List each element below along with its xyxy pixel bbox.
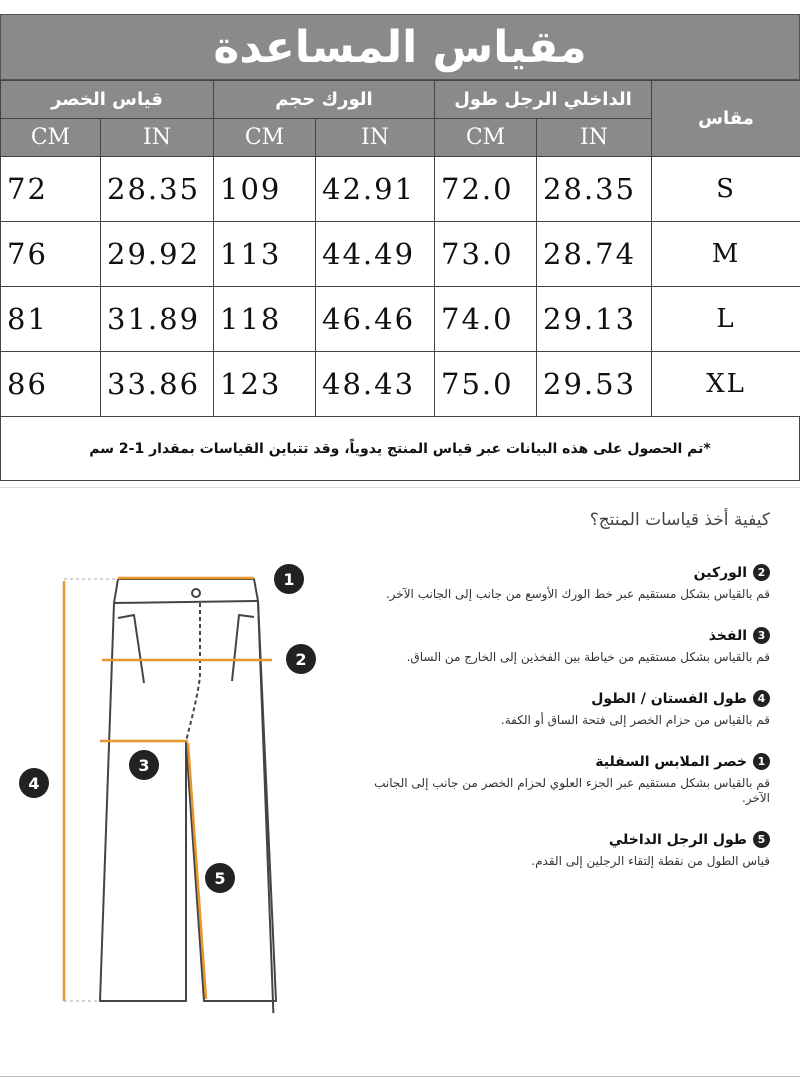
inseam-cm-cell: 72.0 (435, 157, 537, 222)
waist-cm-cell: 86 (1, 352, 101, 417)
waist-cm-cell: 81 (1, 287, 101, 352)
svg-text:5: 5 (214, 869, 226, 888)
measurement-lines (64, 578, 272, 1001)
inseam-in-cell: 28.74 (537, 222, 652, 287)
size-cell: S (652, 157, 800, 222)
waist-in-cell: 33.86 (101, 352, 214, 417)
number-badge-icon: 1 (753, 753, 770, 770)
table-row (1, 157, 800, 222)
marker-5-icon (205, 863, 235, 893)
size-cell: M (652, 222, 800, 287)
list-item (350, 564, 770, 602)
list-item (350, 753, 770, 806)
waist-in-cell: 31.89 (101, 287, 214, 352)
hip-in-cell: 48.43 (316, 352, 435, 417)
hip-cm-cell: 123 (214, 352, 316, 417)
group-header-inseam: الداخلي الرجل طول (435, 81, 652, 119)
step-title: طول الفستان / الطول (591, 690, 747, 707)
hip-cm-cell: 113 (214, 222, 316, 287)
unit-header: CM (435, 119, 537, 157)
waist-cm-cell: 72 (1, 157, 101, 222)
marker-1-icon (274, 564, 304, 594)
inseam-cm-cell: 75.0 (435, 352, 537, 417)
step-title: الفخذ (708, 627, 747, 644)
table-row (1, 287, 800, 352)
inseam-in-cell: 29.13 (537, 287, 652, 352)
svg-text:1: 1 (283, 570, 295, 589)
inseam-in-cell: 29.53 (537, 352, 652, 417)
waist-in-cell: 29.92 (101, 222, 214, 287)
step-description: قم بالقياس بشكل مستقيم عبر خط الورك الأوسع من جانب إلى الجانب الآخر. (385, 587, 770, 601)
size-chart (0, 14, 800, 481)
marker-3-icon (129, 750, 159, 780)
number-badge-icon: 2 (753, 564, 770, 581)
step-description: قياس الطول من نقطة إلتقاء الرجلين إلى القدم. (531, 854, 770, 868)
hip-cm-cell: 109 (214, 157, 316, 222)
unit-header: CM (214, 119, 316, 157)
hip-in-cell: 42.91 (316, 157, 435, 222)
pants-outline-icon (100, 579, 276, 1013)
number-badge-icon: 3 (753, 627, 770, 644)
size-table (0, 80, 800, 417)
pants-diagram (14, 563, 324, 1013)
size-cell: XL (652, 352, 800, 417)
step-title: الوركين (693, 564, 747, 581)
hip-cm-cell: 118 (214, 287, 316, 352)
group-header-waist: قياس الخصر (1, 81, 214, 119)
step-title: طول الرجل الداخلي (608, 831, 747, 848)
list-item (350, 690, 770, 728)
table-row (1, 222, 800, 287)
size-cell: L (652, 287, 800, 352)
svg-text:4: 4 (28, 774, 40, 793)
inseam-cm-cell: 73.0 (435, 222, 537, 287)
marker-4-icon (19, 768, 49, 798)
svg-text:2: 2 (295, 650, 307, 669)
chart-title: مقياس المساعدة (0, 14, 800, 80)
waist-cm-cell: 76 (1, 222, 101, 287)
step-description: قم بالقياس بشكل مستقيم من خياطة بين الفخذين إلى الخارج من الساق. (406, 650, 770, 664)
number-badge-icon: 5 (753, 831, 770, 848)
marker-2-icon (286, 644, 316, 674)
unit-header: IN (101, 119, 214, 157)
list-item (350, 831, 770, 869)
list-item (350, 627, 770, 665)
guide-title: كيفية أخذ قياسات المنتج؟ (589, 510, 770, 530)
unit-header: CM (1, 119, 101, 157)
unit-header: IN (316, 119, 435, 157)
unit-header: IN (537, 119, 652, 157)
inseam-cm-cell: 74.0 (435, 287, 537, 352)
measuring-guide (0, 487, 800, 1077)
number-badge-icon: 4 (753, 690, 770, 707)
inseam-line (188, 743, 206, 999)
svg-text:3: 3 (138, 756, 150, 775)
step-title: خصر الملابس السفلية (595, 753, 747, 770)
measurement-note: *تم الحصول على هذه البيانات عبر قياس المنتج يدوياً، وقد تتباين القياسات بمقدار 1-2 سم (0, 417, 800, 481)
inseam-in-cell: 28.35 (537, 157, 652, 222)
group-header-hip: الورك حجم (214, 81, 435, 119)
measurement-steps (350, 564, 770, 894)
hip-in-cell: 44.49 (316, 222, 435, 287)
size-header: مقاس (652, 81, 800, 157)
hip-in-cell: 46.46 (316, 287, 435, 352)
step-description: قم بالقياس من حزام الخصر إلى فتحة الساق أو الكفة. (500, 713, 770, 727)
table-row (1, 352, 800, 417)
step-description: قم بالقياس بشكل مستقيم عبر الجزء العلوي لحزام الخصر من جانب إلى الجانب الآخر. (374, 776, 770, 805)
waist-in-cell: 28.35 (101, 157, 214, 222)
